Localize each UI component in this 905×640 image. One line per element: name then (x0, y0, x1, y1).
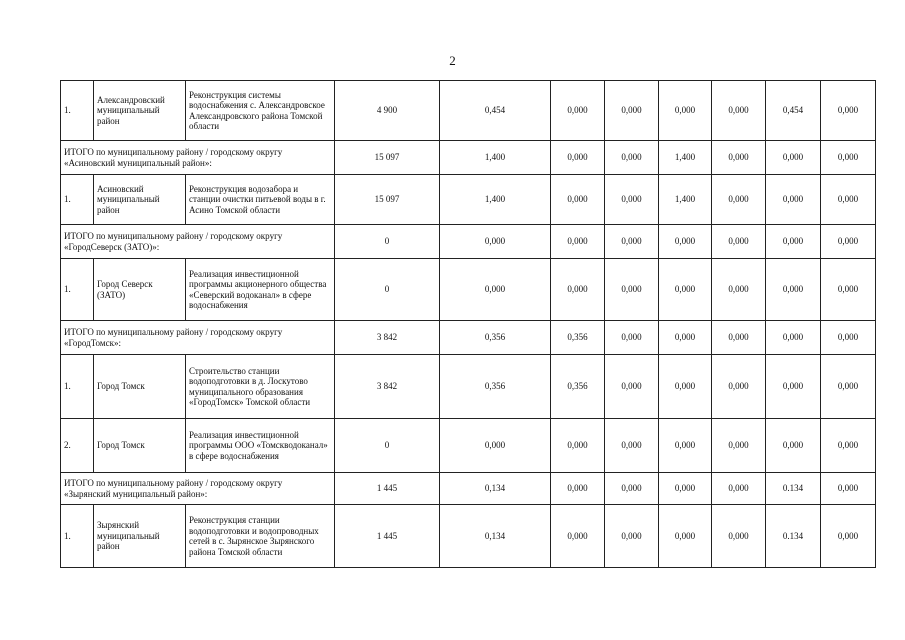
row-number: 1. (61, 505, 94, 568)
value-cell: 0,000 (821, 321, 876, 355)
row-number: 1. (61, 175, 94, 225)
value-cell: 0,134 (440, 473, 551, 505)
municipality-name: Александровский муниципальный район (94, 81, 186, 141)
value-cell: 0,000 (659, 419, 712, 473)
table-row-total (61, 473, 876, 505)
municipality-name: Город Северск (ЗАТО) (94, 259, 186, 321)
value-cell: 0,000 (766, 259, 821, 321)
municipality-name: Асиновский муниципальный район (94, 175, 186, 225)
value-cell: 0,000 (712, 259, 766, 321)
value-cell: 0,000 (659, 259, 712, 321)
value-cell: 0,454 (440, 81, 551, 141)
value-cell: 0,000 (659, 225, 712, 259)
municipality-name: Город Томск (94, 355, 186, 419)
value-cell: 0,000 (821, 81, 876, 141)
value-cell: 0,000 (440, 259, 551, 321)
value-cell: 0,356 (551, 355, 605, 419)
project-description: Строительство станции водоподготовки в д. Лоскутово муниципального образования «ГородТомск» Томской области (186, 355, 335, 419)
table-row-total (61, 321, 876, 355)
total-label: ИТОГО по муниципальному району / городскому округу «ГородСеверск (ЗАТО)»: (61, 225, 335, 259)
project-description: Реализация инвестиционной программы ООО «Томскводоканал» в сфере водоснабжения (186, 419, 335, 473)
value-cell: 0,000 (659, 81, 712, 141)
value-cell: 0,000 (821, 225, 876, 259)
value-cell: 0,000 (440, 225, 551, 259)
value-cell: 0,356 (440, 321, 551, 355)
value-cell: 0,000 (551, 81, 605, 141)
value-cell: 1,400 (440, 141, 551, 175)
value-cell: 0,000 (551, 419, 605, 473)
value-cell-amount: 1 445 (335, 473, 440, 505)
total-label: ИТОГО по муниципальному району / городскому округу «ГородТомск»: (61, 321, 335, 355)
value-cell: 0,000 (605, 141, 659, 175)
project-description: Реконструкция водозабора и станции очистки питьевой воды в г. Асино Томской области (186, 175, 335, 225)
project-description: Реконструкция системы водоснабжения с. Александровское Александровского района Томской области (186, 81, 335, 141)
table-row (61, 419, 876, 473)
value-cell: 0,000 (551, 505, 605, 568)
value-cell: 0,000 (766, 141, 821, 175)
value-cell: 0,000 (821, 473, 876, 505)
table-row (61, 81, 876, 141)
value-cell: 1,400 (659, 141, 712, 175)
project-description: Реализация инвестиционной программы акционерного общества «Северский водоканал» в сфере водоснабжения (186, 259, 335, 321)
value-cell: 0,000 (551, 141, 605, 175)
value-cell: 0.134 (766, 473, 821, 505)
value-cell: 0,000 (551, 473, 605, 505)
municipality-name: Город Томск (94, 419, 186, 473)
value-cell-amount: 3 842 (335, 355, 440, 419)
value-cell: 0,000 (821, 419, 876, 473)
value-cell: 0,356 (440, 355, 551, 419)
value-cell: 0,000 (712, 225, 766, 259)
table-row (61, 175, 876, 225)
table-body (61, 81, 876, 568)
table-row-total (61, 225, 876, 259)
value-cell-amount: 15 097 (335, 175, 440, 225)
value-cell: 0,000 (712, 505, 766, 568)
value-cell: 0,000 (712, 81, 766, 141)
page-number: 2 (449, 53, 456, 68)
value-cell: 0,000 (766, 321, 821, 355)
value-cell: 0,000 (712, 419, 766, 473)
value-cell: 0,000 (605, 225, 659, 259)
value-cell: 0,000 (605, 355, 659, 419)
value-cell: 0,000 (659, 355, 712, 419)
value-cell: 0,000 (605, 505, 659, 568)
funding-table (60, 80, 876, 568)
value-cell-amount: 1 445 (335, 505, 440, 568)
value-cell-amount: 0 (335, 419, 440, 473)
value-cell: 0,000 (605, 473, 659, 505)
value-cell: 0,000 (659, 321, 712, 355)
value-cell-amount: 0 (335, 259, 440, 321)
value-cell: 0.134 (766, 505, 821, 568)
value-cell: 0,000 (712, 355, 766, 419)
value-cell: 0,000 (712, 473, 766, 505)
total-label: ИТОГО по муниципальному району / городскому округу «Зырянский муниципальный район»: (61, 473, 335, 505)
value-cell: 0,454 (766, 81, 821, 141)
value-cell: 0,000 (659, 505, 712, 568)
value-cell: 0,000 (551, 225, 605, 259)
value-cell: 0,134 (440, 505, 551, 568)
value-cell: 0,000 (766, 175, 821, 225)
value-cell: 0,356 (551, 321, 605, 355)
total-label: ИТОГО по муниципальному району / городскому округу «Асиновский муниципальный район»: (61, 141, 335, 175)
value-cell: 0,000 (605, 81, 659, 141)
table-row (61, 505, 876, 568)
value-cell: 0,000 (551, 259, 605, 321)
value-cell: 0,000 (605, 259, 659, 321)
value-cell: 0,000 (821, 175, 876, 225)
value-cell: 1,400 (659, 175, 712, 225)
value-cell: 0,000 (821, 355, 876, 419)
value-cell: 0,000 (821, 259, 876, 321)
table-row (61, 355, 876, 419)
value-cell: 0,000 (766, 355, 821, 419)
row-number: 1. (61, 81, 94, 141)
value-cell: 0,000 (712, 175, 766, 225)
value-cell: 0,000 (766, 419, 821, 473)
value-cell: 0,000 (821, 505, 876, 568)
value-cell-amount: 3 842 (335, 321, 440, 355)
value-cell-amount: 0 (335, 225, 440, 259)
row-number: 1. (61, 355, 94, 419)
value-cell-amount: 15 097 (335, 141, 440, 175)
value-cell: 0,000 (821, 141, 876, 175)
value-cell: 0,000 (605, 321, 659, 355)
value-cell: 0,000 (659, 473, 712, 505)
value-cell: 0,000 (551, 175, 605, 225)
value-cell: 1,400 (440, 175, 551, 225)
value-cell: 0,000 (712, 141, 766, 175)
value-cell: 0,000 (766, 225, 821, 259)
row-number: 2. (61, 419, 94, 473)
row-number: 1. (61, 259, 94, 321)
municipality-name: Зырянский муниципальный район (94, 505, 186, 568)
value-cell: 0,000 (440, 419, 551, 473)
value-cell-amount: 4 900 (335, 81, 440, 141)
value-cell: 0,000 (605, 175, 659, 225)
table-row-total (61, 141, 876, 175)
table-row (61, 259, 876, 321)
value-cell: 0,000 (712, 321, 766, 355)
value-cell: 0,000 (605, 419, 659, 473)
project-description: Реконструкция станции водоподготовки и водопроводных сетей в с. Зырянское Зырянского района Томской области (186, 505, 335, 568)
